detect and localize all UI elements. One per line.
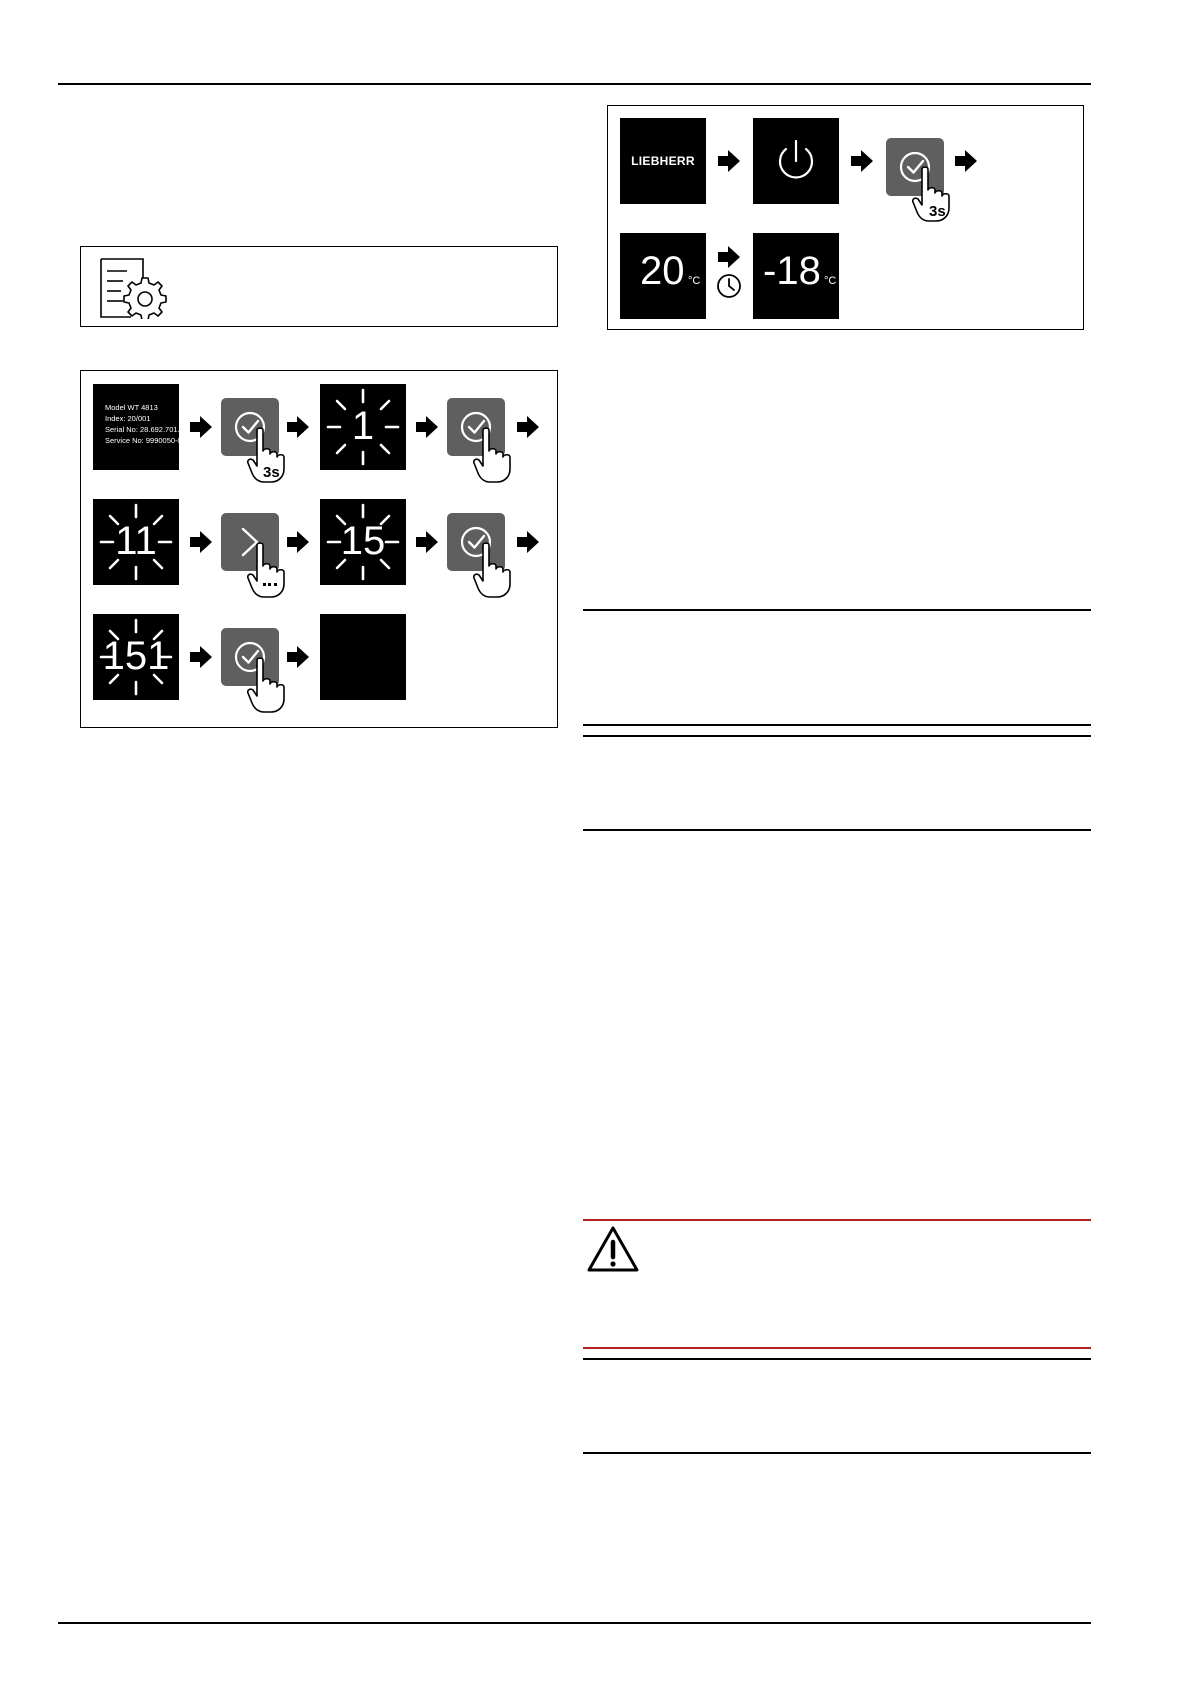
section-rule [583, 735, 1091, 737]
startup-sequence [607, 105, 1084, 330]
settings-note-box [80, 246, 558, 327]
temperature-value: 20 [640, 249, 685, 293]
info-line-service: Service No: 9990050-00 [105, 436, 186, 445]
clock-icon [715, 272, 743, 300]
arrow-icon [850, 150, 874, 172]
power-icon [753, 118, 839, 204]
arrow-icon [415, 416, 439, 438]
section-rule [583, 829, 1091, 831]
hold-duration-label: 3s [263, 464, 280, 481]
bottom-rule [58, 1622, 1091, 1624]
finger-touch-icon [473, 427, 513, 483]
info-display-text [105, 402, 186, 446]
settings-document-gear-icon [97, 257, 173, 319]
finger-touch-icon [247, 542, 287, 598]
warning-rule-top [583, 1219, 1091, 1221]
code-entry-sequence [80, 370, 558, 728]
warning-rule-bottom [583, 1347, 1091, 1349]
arrow-icon [516, 531, 540, 553]
finger-touch-icon [473, 542, 513, 598]
section-rule [583, 1452, 1091, 1454]
arrow-icon [189, 646, 213, 668]
temperature-unit: °C [688, 275, 701, 287]
temperature-display-start [620, 233, 706, 319]
info-display [93, 384, 186, 470]
power-display [753, 118, 839, 204]
arrow-icon [516, 416, 540, 438]
digit-display-3 [320, 499, 406, 585]
repeat-tap-indicator [263, 583, 277, 589]
digit-value: 151 [102, 634, 170, 678]
warning-triangle-icon [586, 1225, 640, 1273]
arrow-icon [286, 646, 310, 668]
info-line-index: Index: 20/001 [105, 414, 151, 423]
arrow-icon [189, 531, 213, 553]
digit-display-1 [320, 384, 406, 470]
info-line-model: Model WT 4813 [105, 403, 158, 412]
info-line-serial: Serial No: 28.692.701.5 [105, 425, 184, 434]
arrow-icon [717, 246, 741, 268]
top-rule [58, 83, 1091, 85]
temperature-value: -18 [763, 249, 821, 293]
arrow-icon [189, 416, 213, 438]
section-rule [583, 609, 1091, 611]
digit-value: 15 [340, 519, 386, 563]
arrow-icon [954, 150, 978, 172]
hold-duration-label: 3s [929, 203, 946, 220]
arrow-icon [717, 150, 741, 172]
section-rule [583, 724, 1091, 726]
brand-logo-text: LIEBHERR [631, 154, 695, 168]
digit-value: 1 [351, 404, 375, 448]
brand-display [620, 118, 706, 204]
section-rule [583, 1358, 1091, 1360]
arrow-icon [286, 416, 310, 438]
digit-value: 11 [115, 519, 157, 563]
blank-display [320, 614, 406, 700]
digit-display-2 [93, 499, 179, 585]
arrow-icon [415, 531, 439, 553]
finger-touch-icon [247, 657, 287, 713]
temperature-display-end [753, 233, 839, 319]
digit-display-4 [93, 614, 179, 700]
arrow-icon [286, 531, 310, 553]
temperature-unit: °C [824, 275, 837, 287]
